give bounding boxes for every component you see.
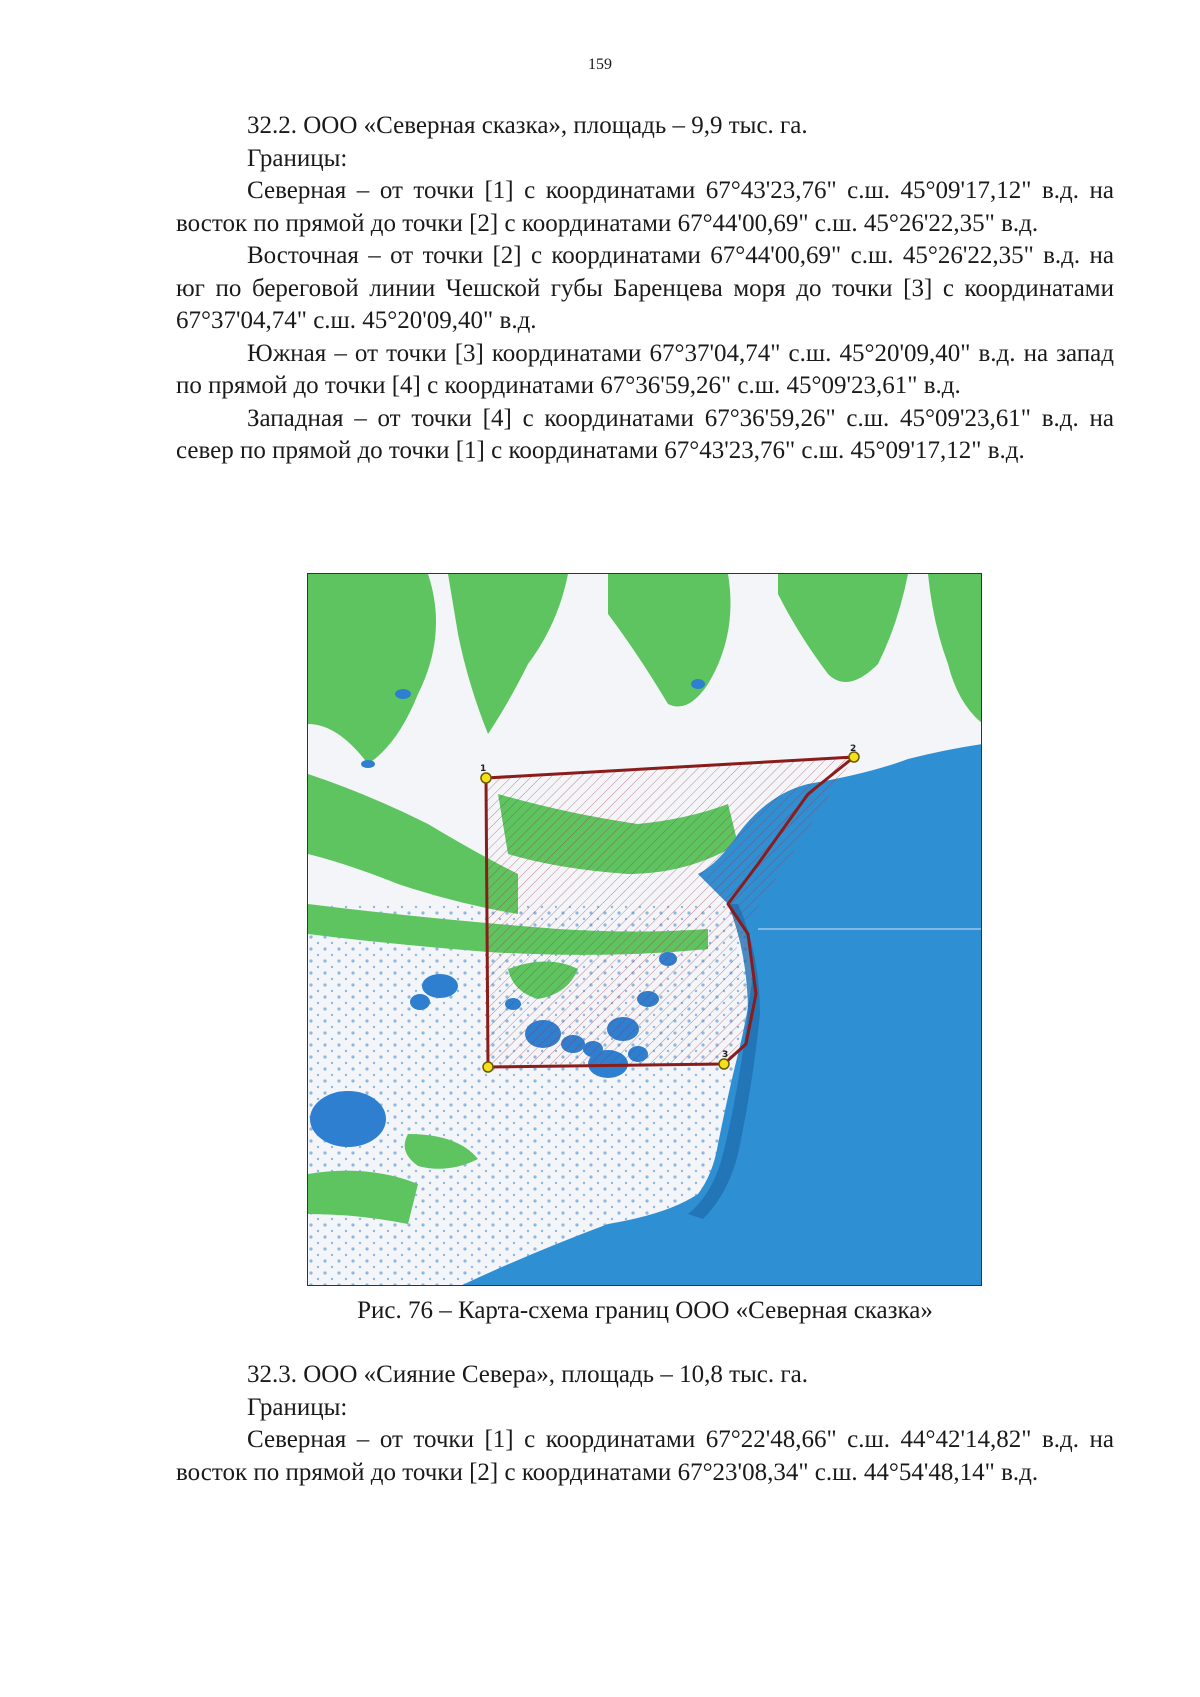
figure-caption: Рис. 76 – Карта-схема границ ООО «Северная сказка» — [357, 1297, 933, 1324]
border-south-paragraph: Южная – от точки [3] координатами 67°37'04,74" с.ш. 45°20'09,40" в.д. на запад по прямой до точки [4] с координатами 67°36'59,26" с.ш. 45°09'23,61" в.д. — [176, 339, 1114, 399]
point-1-marker — [481, 773, 491, 783]
section-northern-tale — [176, 110, 1114, 468]
section-heading: 32.3. ООО «Сияние Севера», площадь – 10,8 тыс. га. — [247, 1361, 808, 1388]
border-west-paragraph: Западная – от точки [4] с координатами 67°36'59,26" с.ш. 45°09'23,61" в.д. на север по прямой до точки [1] с координатами 67°43'23,76" с.ш. 45°09'17,12" в.д. — [176, 404, 1114, 464]
point-4-marker — [483, 1062, 493, 1072]
section-northern-lights — [176, 1359, 1114, 1489]
borders-label: Границы: — [247, 144, 348, 172]
boundary-map — [307, 573, 982, 1286]
point-3-marker — [719, 1059, 729, 1069]
section-heading: 32.2. ООО «Северная сказка», площадь – 9,9 тыс. га. — [247, 112, 808, 139]
borders-label: Границы: — [247, 1393, 348, 1421]
point-1-label: 1 — [480, 764, 487, 774]
border-east-paragraph: Восточная – от точки [2] с координатами 67°44'00,69" с.ш. 45°26'22,35" в.д. на юг по береговой линии Чешской губы Баренцева моря до точки [3] с координатами 67°37'04,74" с.ш. 45°20'09,40" в.д. — [176, 242, 1114, 334]
point-3-label: 3 — [722, 1050, 729, 1060]
point-2-label: 2 — [850, 744, 857, 754]
page-number: 159 — [588, 56, 612, 73]
border-north-paragraph: Северная – от точки [1] с координатами 67°43'23,76" с.ш. 45°09'17,12" в.д. на восток по прямой до точки [2] с координатами 67°44'00,69" с.ш. 45°26'22,35" в.д. — [176, 177, 1114, 237]
border-north-paragraph: Северная – от точки [1] с координатами 67°22'48,66" с.ш. 44°42'14,82" в.д. на восток по прямой до точки [2] с координатами 67°23'08,34" с.ш. 44°54'48,14" в.д. — [176, 1426, 1114, 1486]
